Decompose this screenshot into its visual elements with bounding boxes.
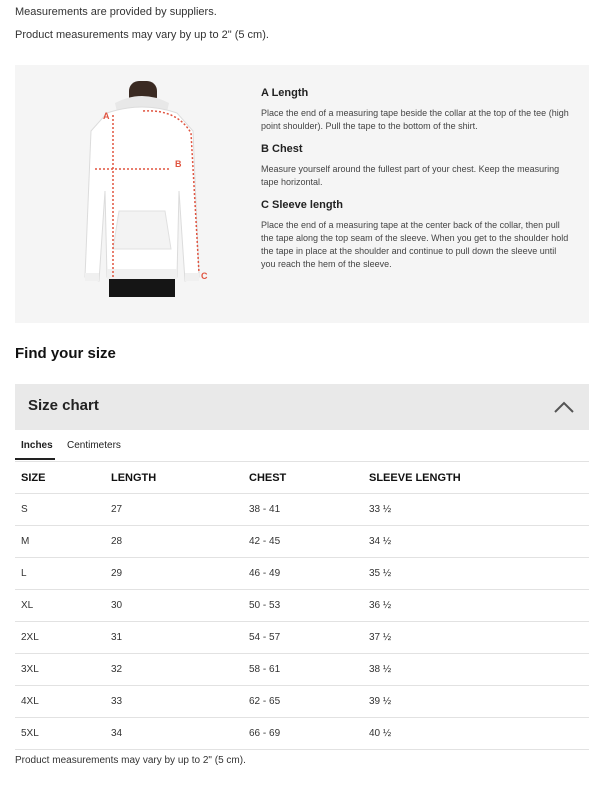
length-cell: 33 (105, 686, 243, 718)
unit-tabs (15, 430, 589, 462)
length-cell: 29 (105, 558, 243, 590)
size-cell: S (15, 494, 105, 526)
table-row (15, 718, 589, 750)
intro-line-2: Product measurements may vary by up to 2" (5 cm). (15, 29, 269, 41)
column-header-chest: CHEST (243, 462, 363, 494)
length-cell: 31 (105, 622, 243, 654)
active-tab-indicator (15, 458, 55, 460)
intro-line-1: Measurements are provided by suppliers. (15, 6, 217, 18)
tab-inches[interactable]: Inches (21, 440, 53, 451)
sleeve-text: Place the end of a measuring tape at the center back of the collar, then pull the tape along the top seam of the sleeve. When you get to the shoulder hold the tape in place at the shoulder and continue to pull down the sleeve until you reach the hem of the sleeve. (261, 220, 569, 269)
length-cell: 34 (105, 718, 243, 750)
size-table (15, 462, 589, 750)
size-chart-accordion[interactable] (15, 384, 589, 430)
table-row (15, 686, 589, 718)
sleeve-cell: 33 ½ (363, 494, 589, 526)
sleeve-cell: 38 ½ (363, 654, 589, 686)
figure-label-c: C (201, 271, 208, 281)
chest-text: Measure yourself around the fullest part of your chest. Keep the measuring tape horizontal. (261, 164, 560, 187)
length-cell: 32 (105, 654, 243, 686)
chest-cell: 54 - 57 (243, 622, 363, 654)
column-header-length: LENGTH (105, 462, 243, 494)
length-title: A Length (261, 87, 309, 99)
figure-label-a: A (103, 111, 110, 121)
table-row (15, 526, 589, 558)
size-cell: 5XL (15, 718, 105, 750)
size-chart-title: Size chart (28, 397, 99, 414)
sleeve-cell: 35 ½ (363, 558, 589, 590)
size-cell: 4XL (15, 686, 105, 718)
tab-centimeters[interactable]: Centimeters (67, 440, 121, 451)
column-header-size: SIZE (15, 462, 105, 494)
chest-cell: 58 - 61 (243, 654, 363, 686)
length-cell: 27 (105, 494, 243, 526)
length-cell: 30 (105, 590, 243, 622)
chevron-up-icon[interactable] (553, 400, 575, 414)
table-row (15, 494, 589, 526)
column-header-sleeve-length: SLEEVE LENGTH (363, 462, 589, 494)
sleeve-cell: 39 ½ (363, 686, 589, 718)
table-row (15, 622, 589, 654)
chest-cell: 62 - 65 (243, 686, 363, 718)
chest-cell: 42 - 45 (243, 526, 363, 558)
table-header-row (15, 462, 589, 494)
sleeve-cell: 34 ½ (363, 526, 589, 558)
chest-cell: 38 - 41 (243, 494, 363, 526)
size-cell: M (15, 526, 105, 558)
length-cell: 28 (105, 526, 243, 558)
hoodie-figure (67, 81, 217, 301)
find-your-size-heading: Find your size (15, 345, 116, 362)
chest-cell: 66 - 69 (243, 718, 363, 750)
chest-title: B Chest (261, 143, 303, 155)
size-cell: 2XL (15, 622, 105, 654)
length-text: Place the end of a measuring tape beside the collar at the top of the tee (high point shoulder). Pull the tape to the bottom of the shirt. (261, 108, 569, 131)
sleeve-cell: 40 ½ (363, 718, 589, 750)
size-cell: 3XL (15, 654, 105, 686)
measurement-guide (15, 65, 589, 323)
footer-note: Product measurements may vary by up to 2" (5 cm). (15, 755, 246, 766)
sleeve-title: C Sleeve length (261, 199, 343, 211)
chest-cell: 50 - 53 (243, 590, 363, 622)
measurement-instructions (261, 87, 571, 281)
table-row (15, 654, 589, 686)
table-row (15, 558, 589, 590)
size-cell: XL (15, 590, 105, 622)
sleeve-cell: 37 ½ (363, 622, 589, 654)
size-cell: L (15, 558, 105, 590)
table-row (15, 590, 589, 622)
figure-label-b: B (175, 159, 182, 169)
sleeve-cell: 36 ½ (363, 590, 589, 622)
chest-cell: 46 - 49 (243, 558, 363, 590)
